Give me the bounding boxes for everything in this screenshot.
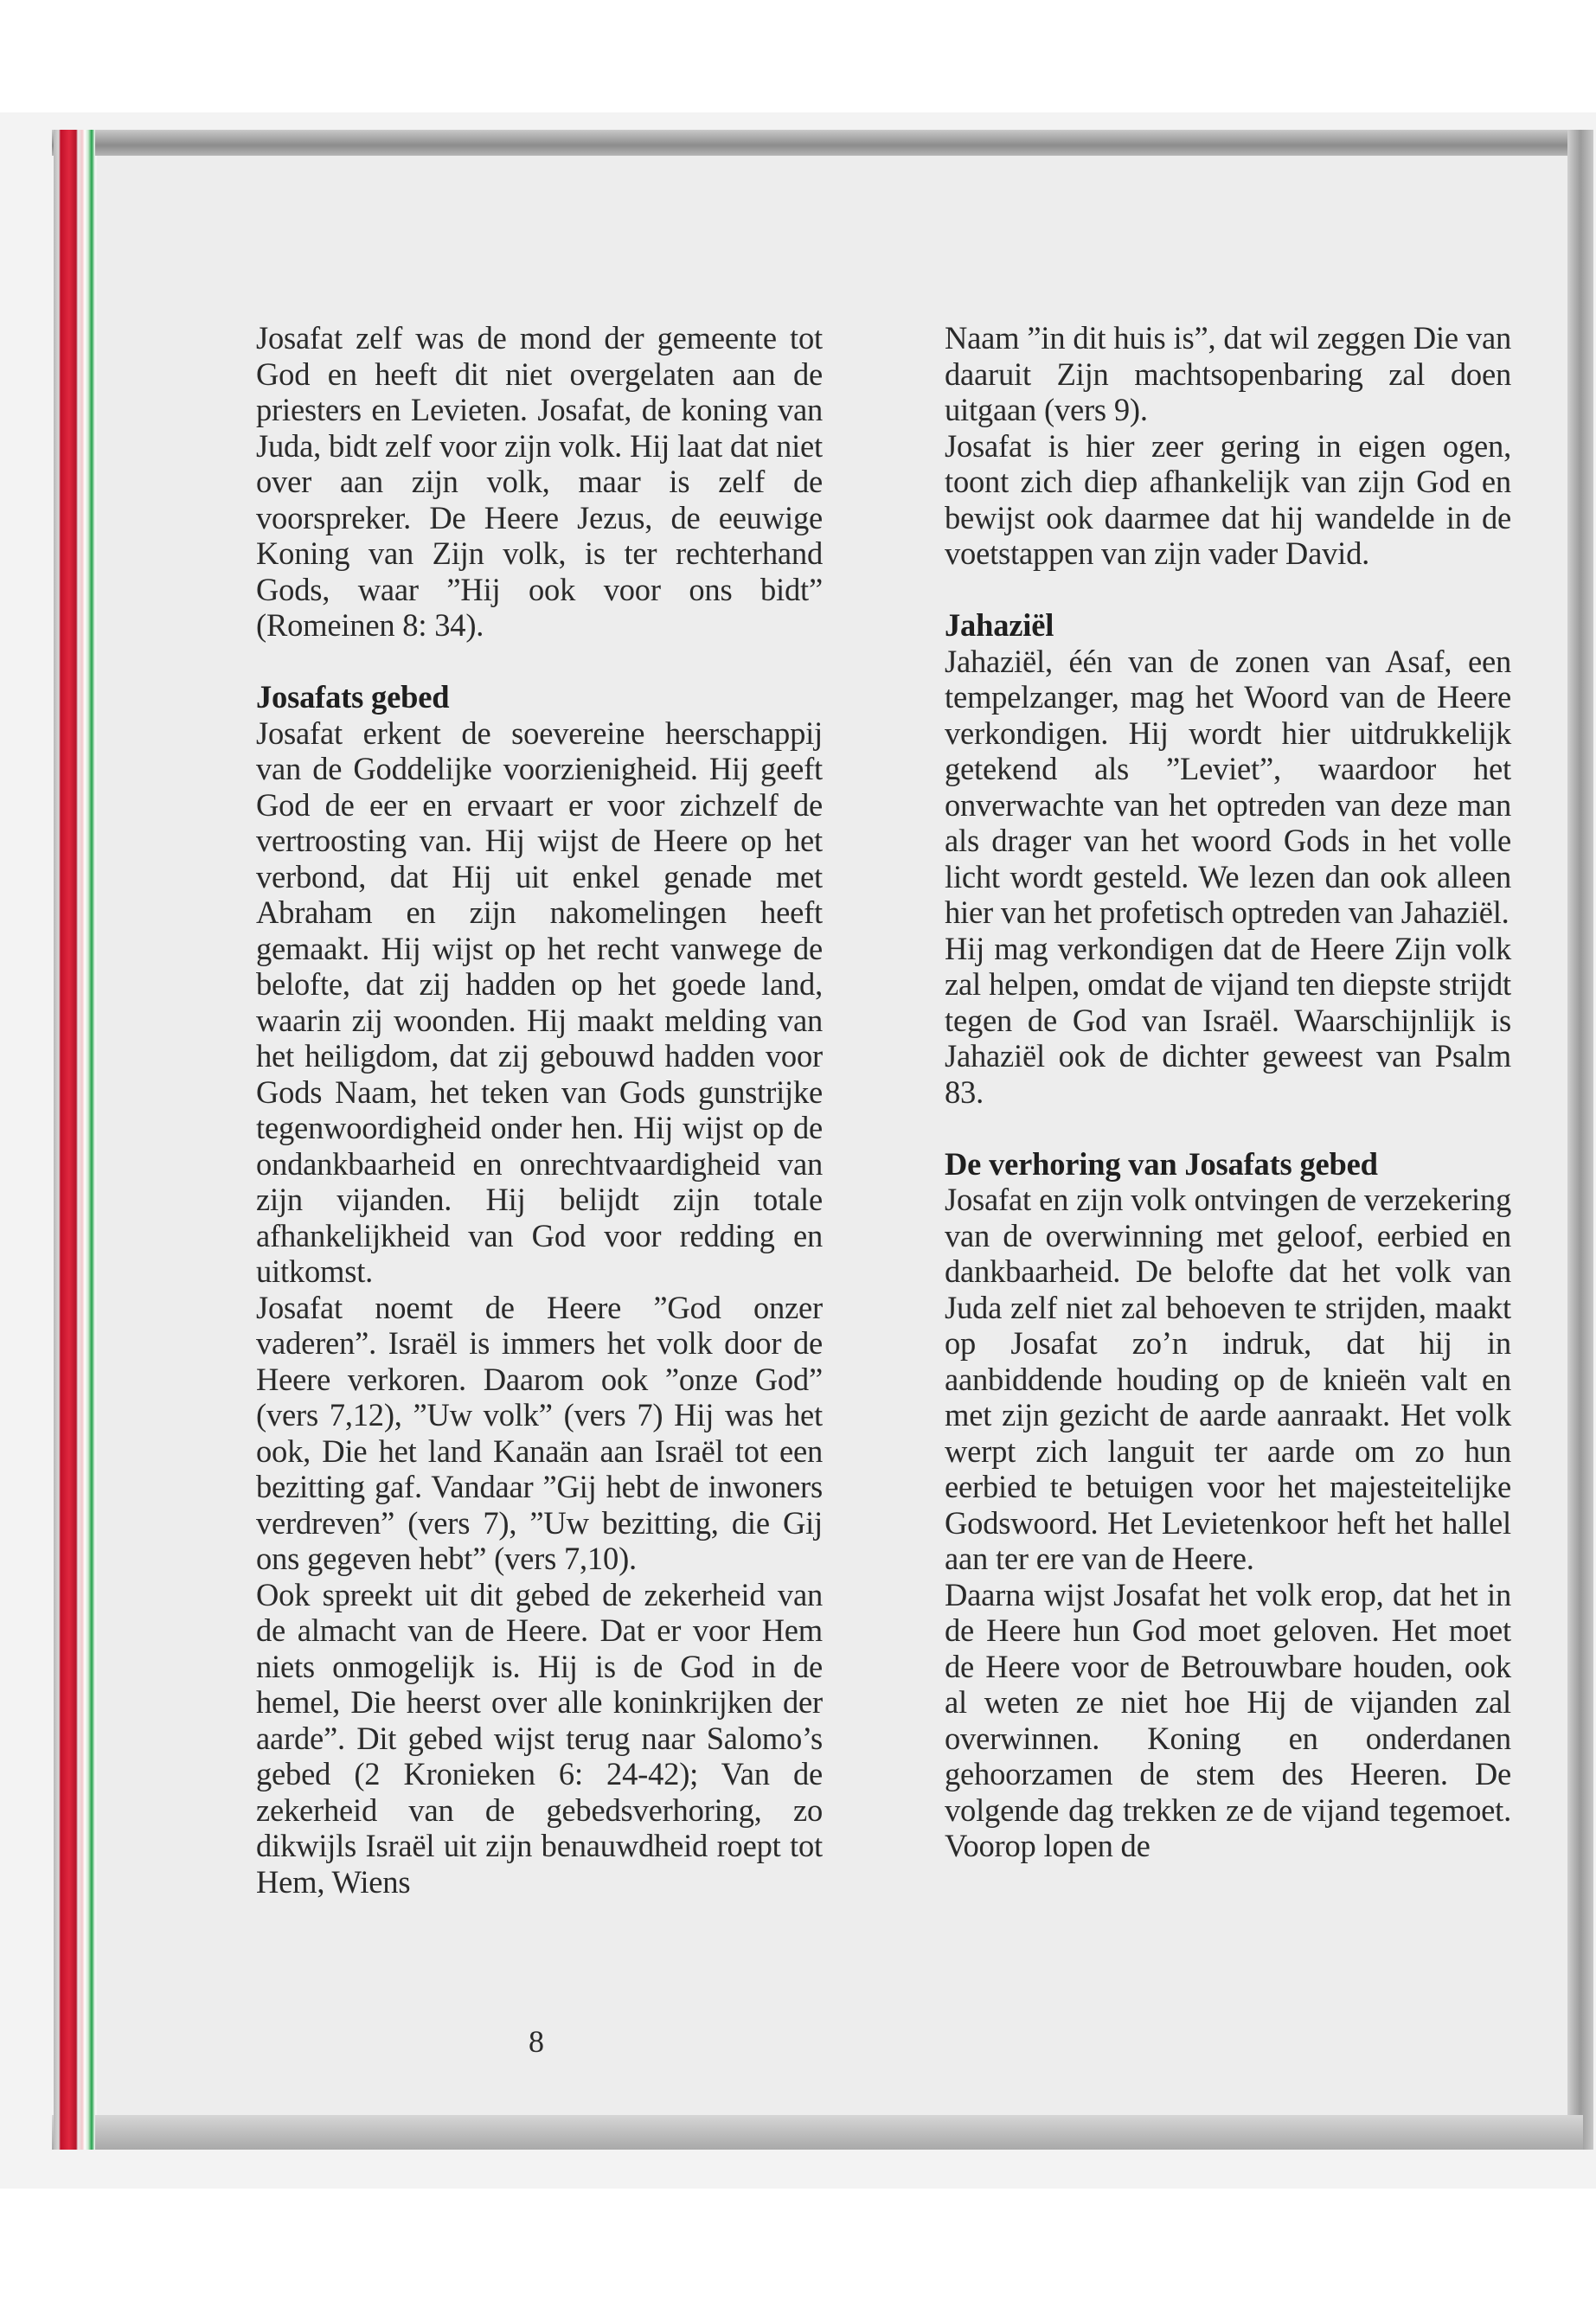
paragraph: Josafat zelf was de mond der gemeente tot God en heeft dit niet overgelaten aan de priesters en Levieten. Josafat, de koning van Juda, bidt zelf voor zijn volk. Hij laat dat niet over aan zijn volk, maar is zelf de voorspreker. De Heere Jezus, de eeuwige Koning van Zijn volk, is ter rechterhand Gods, waar ”Hij ook voor ons bidt” (Romeinen 8: 34). xyxy=(256,320,823,643)
book-edge-top xyxy=(52,130,1583,156)
paragraph: Hij mag verkondigen dat de Heere Zijn volk zal helpen, omdat de vijand ten diepste strijdt tegen de God van Israël. Waarschijnlijk is Jahaziël ook de dichter geweest van Psalm 83. xyxy=(945,930,1511,1110)
page-number: 8 xyxy=(529,2024,544,2059)
paragraph: Jahaziël, één van de zonen van Asaf, een tempelzanger, mag het Woord van de Heere verkondigen. Hij wordt hier uitdrukkelijk getekend als ”Leviet”, waardoor het onverwachte van het optreden van deze man als drager van het woord Gods in het volle licht wordt gesteld. We lezen dan ook alleen hier van het profetisch optreden van Jahaziël. xyxy=(945,643,1511,930)
paragraph: Josafat is hier zeer gering in eigen ogen, toont zich diep afhankelijk van zijn God en bewijst ook daarmee dat hij wandelde in de voetstappen van zijn vader David. xyxy=(945,427,1511,571)
paragraph: Naam ”in dit huis is”, dat wil zeggen Die van daaruit Zijn machtsopenbaring zal doen uitgaan (vers 9). xyxy=(945,320,1511,427)
paragraph: Ook spreekt uit dit gebed de zekerheid van de almacht van de Heere. Dat er voor Hem niets onmogelijk is. Hij is de God in de hemel, Die heerst over alle koninkrijken der aarde”. Dit gebed wijst terug naar Salomo’s gebed (2 Kronieken 6: 24-42); Van de zekerheid van de gebedsverhoring, zo dikwijls Israël uit zijn benauwdheid roept tot Hem, Wiens xyxy=(256,1576,823,1900)
spacer xyxy=(945,572,1511,608)
book-edge-right xyxy=(1567,130,1593,2150)
section-heading: Josafats gebed xyxy=(256,679,450,715)
paragraph: Josafat erkent de soevereine heerschappij van de Goddelijke voorzienigheid. Hij geeft God de eer en ervaart er voor zichzelf de vertroosting van. Hij wijst de Heere op het verbond, dat Hij uit enkel genade met Abraham en zijn nakomelingen heeft gemaakt. Hij wijst op het recht vanwege de belofte, dat zij hadden op het goede land, waarin zij woonden. Hij maakt melding van het heiligdom, dat zij gebouwd hadden voor Gods Naam, het teken van Gods gunstrijke tegenwoordigheid onder hen. Hij wijst op de ondankbaarheid en onrechtvaardigheid van zijn vijanden. Hij belijdt zijn totale afhankelijkheid van God voor redding en uitkomst. xyxy=(256,715,823,1289)
book-binding xyxy=(54,130,95,2150)
spacer xyxy=(256,644,823,680)
left-column xyxy=(256,320,823,1900)
section-heading: Jahaziël xyxy=(945,607,1054,643)
book-edge-bottom xyxy=(52,2115,1583,2150)
paragraph: Daarna wijst Josafat het volk erop, dat het in de Heere hun God moet geloven. Het moet de Heere voor de Betrouwbare houden, ook al weten ze niet hoe Hij de vijanden zal overwinnen. Koning en onderdanen gehoorzamen de stem des Heeren. De volgende dag trekken ze de vijand tegemoet. Voorop lopen de xyxy=(945,1576,1511,1863)
spacer xyxy=(945,1110,1511,1146)
paragraph: Josafat noemt de Heere ”God onzer vaderen”. Israël is immers het volk door de Heere verkoren. Daarom ook ”onze God” (vers 7,12), ”Uw volk” (vers 7) Hij was het ook, Die het land Kanaän aan Israël tot een bezitting gaf. Vandaar ”Gij hebt de inwoners verdreven” (vers 7), ”Uw bezitting, die Gij ons gegeven hebt” (vers 7,10). xyxy=(256,1289,823,1576)
section-heading: De verhoring van Josafats gebed xyxy=(945,1145,1378,1182)
right-column xyxy=(945,320,1511,1864)
paragraph: Josafat en zijn volk ontvingen de verzekering van de overwinning met geloof, eerbied en dankbaarheid. De belofte dat het volk van Juda zelf niet zal behoeven te strijden, maakt op Josafat zo’n indruk, dat hij in aanbiddende houding op de knieën valt en met zijn gezicht de aarde aanraakt. Het volk werpt zich languit ter aarde om zo hun eerbied te betuigen voor het majesteitelijke Godswoord. Het Levietenkoor heft het hallel aan ter ere van de Heere. xyxy=(945,1182,1511,1576)
